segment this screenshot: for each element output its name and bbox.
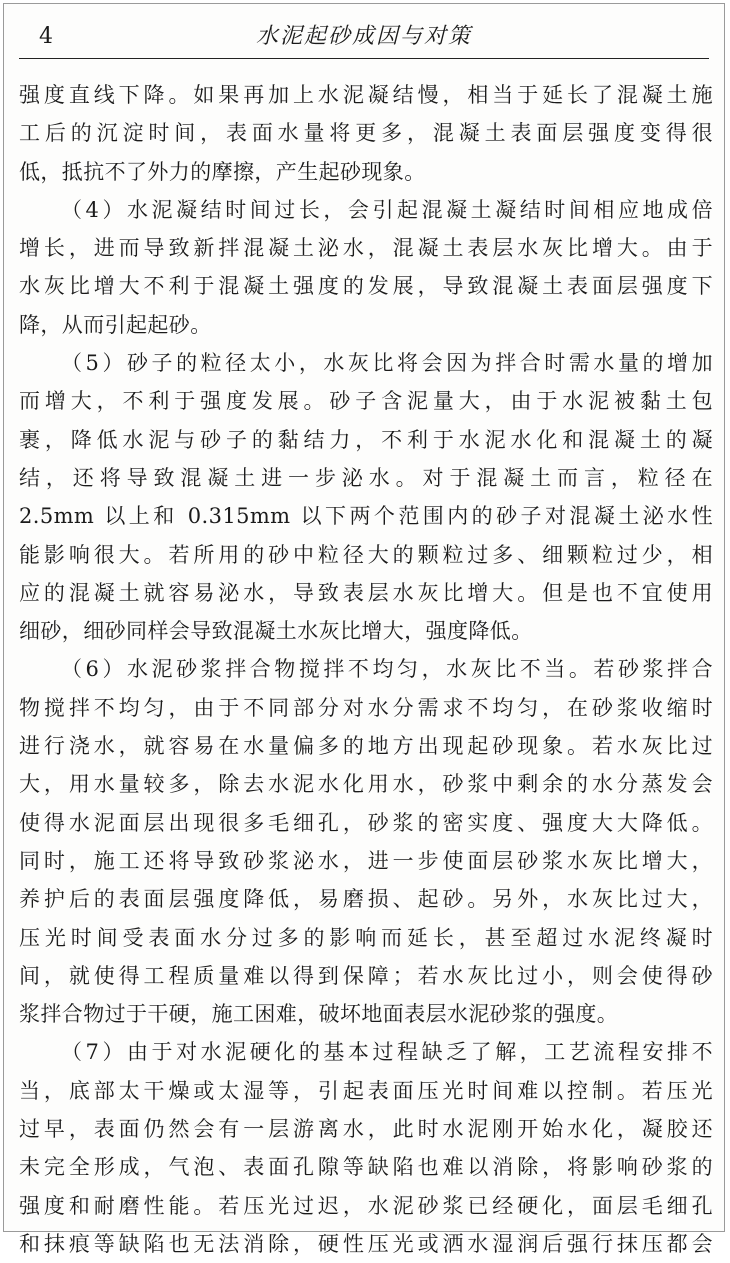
text-line: 和抹痕等缺陷也无法消除，硬性压光或洒水湿润后强行抹压都会	[19, 1231, 713, 1256]
text-line: 大，用水量较多，除去水泥水化用水，砂浆中剩余的水分蒸发会	[19, 772, 713, 797]
text-line: 使得水泥面层出现很多毛细孔，砂浆的密实度、强度大大降低。	[19, 810, 713, 835]
text-line: 过早，表面仍然会有一层游离水，此时水泥刚开始水化，凝胶还	[19, 1117, 713, 1142]
text-line: 应的混凝土就容易泌水，导致表层水灰比增大。但是也不宜使用	[19, 580, 713, 605]
text-line: 强度直线下降。如果再加上水泥凝结慢，相当于延长了混凝土施	[19, 83, 713, 107]
text-line: 增长，进而导致新拌混凝土泌水，混凝土表层水灰比增大。由于	[19, 236, 713, 261]
text-line: 结，还将导致混凝土进一步泌水。对于混凝土而言，粒径在	[19, 465, 713, 490]
running-title: 水泥起砂成因与对策	[255, 24, 472, 49]
body-text	[19, 76, 713, 1263]
text-line: 而增大，不利于强度发展。砂子含泥量大，由于水泥被黏土包	[19, 389, 713, 414]
page	[3, 3, 725, 1256]
text-line: 浆拌合物过于干硬，施工困难，破坏地面表层水泥砂浆的强度。	[19, 1002, 619, 1027]
text-line: 水灰比增大不利于混凝土强度的发展，导致混凝土表面层强度下	[19, 274, 713, 299]
text-line: （7）由于对水泥硬化的基本过程缺乏了解，工艺流程安排不	[61, 1040, 713, 1065]
text-line: 低，抵抗不了外力的摩擦，产生起砂现象。	[19, 159, 426, 184]
text-line: 当，底部太干燥或太湿等，引起表面压光时间难以控制。若压光	[19, 1078, 713, 1103]
text-line: 强度和耐磨性能。若压光过迟，水泥砂浆已经硬化，面层毛细孔	[19, 1193, 713, 1218]
text-line: （6）水泥砂浆拌合物搅拌不均匀，水灰比不当。若砂浆拌合	[61, 657, 713, 682]
text-line: 同时，施工还将导致砂浆泌水，进一步使面层砂浆水灰比增大，	[19, 848, 713, 873]
text-line: 养护后的表面层强度降低，易磨损、起砂。另外，水灰比过大，	[19, 887, 713, 912]
text-line: 物搅拌不均匀，由于不同部分对水分需求不均匀，在砂浆收缩时	[19, 695, 713, 720]
text-line: 降，从而引起起砂。	[19, 312, 212, 337]
text-line: 间，就使得工程质量难以得到保障；若水灰比过小，则会使得砂	[19, 963, 713, 988]
text-line: （5）砂子的粒径太小，水灰比将会因为拌合时需水量的增加	[61, 351, 713, 376]
page-number: 4	[39, 24, 53, 49]
text-line: 2.5mm 以上和 0.315mm 以下两个范围内的砂子对混凝土泌水性	[19, 504, 713, 529]
text-line: 压光时间受表面水分过多的影响而延长，甚至超过水泥终凝时	[19, 925, 713, 950]
text-line: 裹，降低水泥与砂子的黏结力，不利于水泥水化和混凝土的凝	[19, 427, 713, 452]
text-line: 能影响很大。若所用的砂中粒径大的颗粒过多、细颗粒过少，相	[19, 542, 713, 567]
text-line: 进行浇水，就容易在水量偏多的地方出现起砂现象。若水灰比过	[19, 734, 713, 759]
text-line: 细砂，细砂同样会导致混凝土水灰比增大，强度降低。	[19, 619, 533, 644]
text-line: （4）水泥凝结时间过长，会引起混凝土凝结时间相应地成倍	[61, 197, 713, 222]
text-line: 未完全形成，气泡、表面孔隙等缺陷也难以消除，将影响砂浆的	[19, 1155, 713, 1180]
page-header	[19, 14, 709, 59]
text-line: 工后的沉淀时间，表面水量将更多，混凝土表面层强度变得很	[19, 121, 713, 146]
